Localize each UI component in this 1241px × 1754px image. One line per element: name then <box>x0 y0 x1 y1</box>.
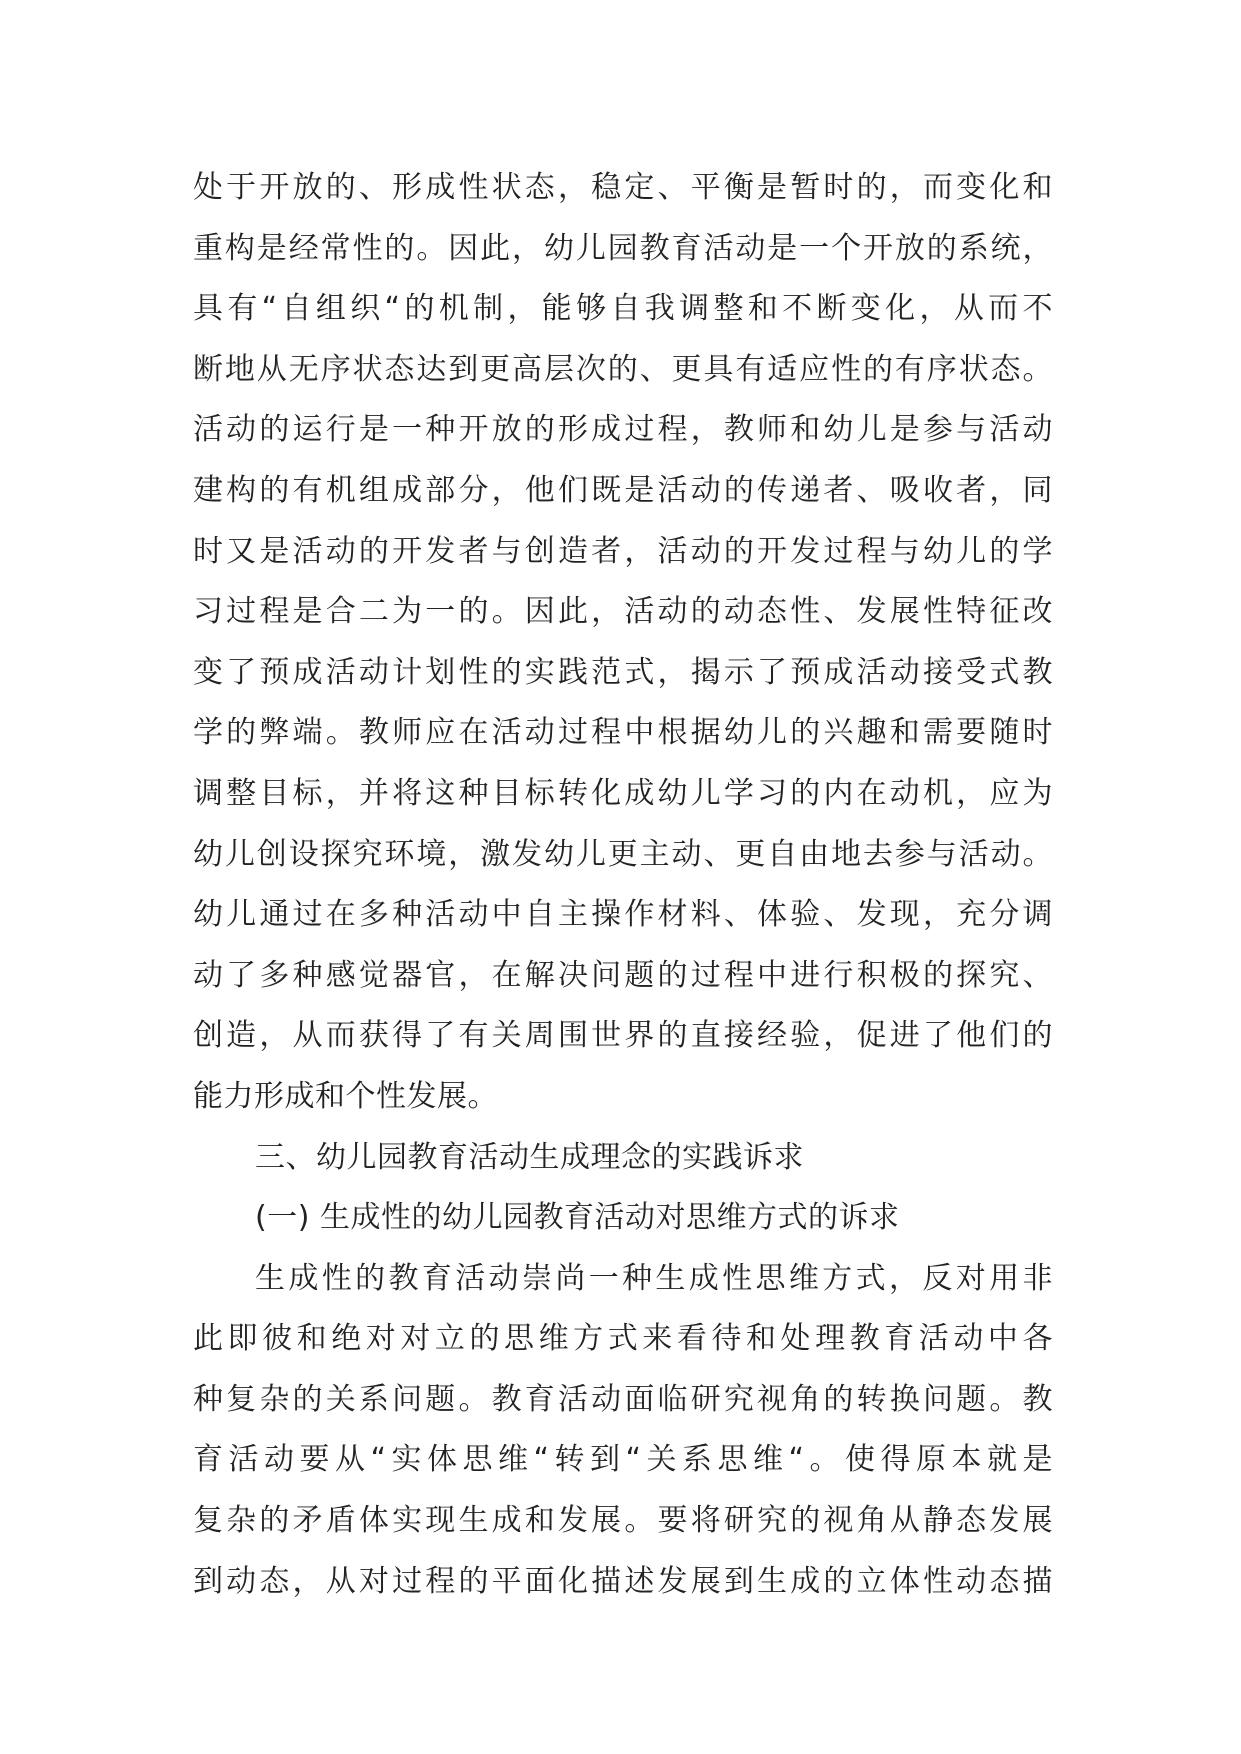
text-line: 复杂的矛盾体实现生成和发展。要将研究的视角从静态发展 <box>193 1503 1053 1539</box>
text-line: 调整目标，并将这种目标转化成幼儿学习的内在动机，应为 <box>193 775 1053 811</box>
text-line: 幼儿创设探究环境，激发幼儿更主动、更自由地去参与活动。 <box>193 836 1053 872</box>
text-line: 处于开放的、形成性状态，稳定、平衡是暂时的，而变化和 <box>193 170 1053 205</box>
text-line: 习过程是合二为一的。因此，活动的动态性、发展性特征改 <box>193 594 1053 630</box>
text-line: 创造，从而获得了有关周围世界的直接经验，促进了他们的 <box>193 1018 1053 1054</box>
text-line: 动了多种感觉器官，在解决问题的过程中进行积极的探究、 <box>193 957 1053 993</box>
text-line: 重构是经常性的。因此，幼儿园教育活动是一个开放的系统， <box>193 230 1053 266</box>
section-heading: 三、幼儿园教育活动生成理念的实践诉求 <box>255 1139 804 1175</box>
text-line: 到动态，从对过程的平面化描述发展到生成的立体性动态描 <box>193 1563 1053 1599</box>
text-line: 建构的有机组成部分，他们既是活动的传递者、吸收者，同 <box>193 472 1053 508</box>
text-line: 生成性的教育活动崇尚一种生成性思维方式，反对用非 <box>255 1260 1053 1296</box>
text-line: 此即彼和绝对对立的思维方式来看待和处理教育活动中各 <box>193 1321 1053 1357</box>
text-line: 学的弊端。教师应在活动过程中根据幼儿的兴趣和需要随时 <box>193 715 1053 751</box>
text-line: 具有“自组织“的机制，能够自我调整和不断变化，从而不 <box>193 291 1053 327</box>
text-line: 变了预成活动计划性的实践范式，揭示了预成活动接受式教 <box>193 654 1053 690</box>
text-line: 育活动要从“实体思维“转到“关系思维“。使得原本就是 <box>193 1442 1053 1478</box>
text-line: 种复杂的关系问题。教育活动面临研究视角的转换问题。教 <box>193 1381 1053 1417</box>
subsection-heading: (一) 生成性的幼儿园教育活动对思维方式的诉求 <box>255 1200 900 1236</box>
text-line: 能力形成和个性发展。 <box>193 1078 498 1114</box>
document-body <box>193 158 1053 1612</box>
text-line: 幼儿通过在多种活动中自主操作材料、体验、发现，充分调 <box>193 897 1053 933</box>
text-line: 时又是活动的开发者与创造者，活动的开发过程与幼儿的学 <box>193 533 1053 569</box>
text-line: 断地从无序状态达到更高层次的、更具有适应性的有序状态。 <box>193 351 1053 387</box>
text-line: 活动的运行是一种开放的形成过程，教师和幼儿是参与活动 <box>193 412 1053 448</box>
